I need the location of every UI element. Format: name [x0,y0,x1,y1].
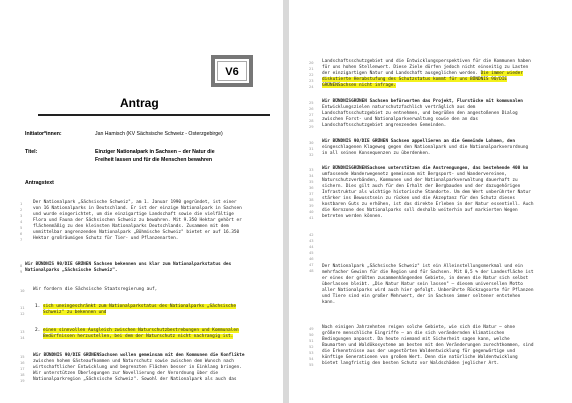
line-number: 18 [20,372,25,377]
line-number: 53 [309,350,314,355]
line-number: 42 [309,232,314,237]
paragraph-bekennen: Wir BÜNDNIS 90/DIE GRÜNEN Sachsen bekennen uns klar zum Nationalparkstatus des Nationalparks „Sächsische Schweiz". [25,262,232,273]
paragraph-landschaftsschutz: Landschaftsschutzgebiet und die Entwicklungsperspektiven für die Kommunen haben für uns hohen Stellenwert. Diese Ziele dürfen jedoch nicht einseitig zu Lasten der einzigartigen Natur und Landschaft ausgeglichen werden. Die immer wieder diskutierte Herabstufung des Schutzstatus kommt für uns BÜNDNIS 90/DIE GRÜNENSachsen nicht infrage. [322,59,531,88]
line-number: 52 [309,344,314,349]
line-number: 15 [20,354,25,359]
line-number: 27 [309,112,314,117]
line-number: 3 [20,213,23,218]
line-number: 14 [20,335,25,340]
line-number: 24 [309,84,314,89]
initiator-label: Initiator*innen: [25,131,62,137]
titel-line-2: Freiheit lassen und für die Menschen bewahren [95,157,213,163]
line-number: 6 [20,231,23,236]
line-number: 35 [309,179,314,184]
document-id-badge [211,55,253,87]
paragraph-lohmen: Wir BÜNDNIS 90/DIE GRÜNEN Sachsen appellieren an die Gemeinde Lohmen, den eingeschlagenen Klageweg gegen den Nationalpark und die Nationalparkverordnung in all seinen Konsequenzen zu überdenken. [322,139,529,156]
list-item-2: einen sinnvollen Ausgleich zwischen Naturschutzbestrebungen und Kommunalen Bedürfnissen herzustellen, bei dem der Naturschutz nicht nachrangig ist. [43,328,239,339]
line-number: 12 [20,311,25,316]
section-heading: Antragstext [25,180,54,186]
line-number: 21 [309,66,314,71]
line-number: 49 [309,326,314,331]
line-number: 54 [309,356,314,361]
line-number: 33 [309,167,314,172]
line-number: 10 [20,288,25,293]
document-title: Antrag [120,96,159,110]
line-number: 43 [309,238,314,243]
line-number: 19 [20,378,25,383]
line-number: 41 [309,215,314,220]
paragraph-wanderwege: Wir BÜNDNISGRÜNENSachsen unterstützen die Anstrengungen, das bestehende 400 km umfassende Wanderwegenetz gemeinsam mit Bergsport- und Wandervereinen, Naturschutzverbänden, Kommunen und der Nationalparkverwaltung dauerhaft zu sichern. Dies gilt auch für den Erhalt der Bergbauden und der dazugehörigen Infrastruktur als wichtige historische Standorte. Um dem Wert unberührter Natur stärker ins Bewusstsein zu rücken und die Akzeptanz für den Schutz dieses kostbaren Guts zu erhöhen, ist das direkte Erleben in der Natur essentiell. Auch die Kernzone des Nationalparks soll deshalb weiterhin auf markierten Wegen betreten werden können. [322,166,534,219]
line-number: 34 [309,173,314,178]
paragraph-kommunen: Wir BÜNDNIS 90/DIE GRÜNENSachsen wollen gemeinsam mit den Kommunen die Konflikte zwischen hohem Gästeaufkommen und Naturschutz sowie zwischen dem Wunsch nach wirtschaftlicher Entwicklung und begrenzten Flächen besser in Einklang bringen. Wir unterstützen Überlegungen zur Novellierung der Verordnung über die Nationalparkregion „Sächsische Schweiz". Sowohl der Nationalpark als auch das [33,353,245,382]
paragraph-alleinstellung: Der Nationalpark „Sächsische Schweiz" ist ein Alleinstellungsmerkmal und ein mehrfacher Gewinn für die Region und für Sachsen. Mit 0,5 % der Landesfläche ist er eines der größten zusammenhängenden Gebiete, in denen die Natur sich selbst überlassen bleibt. „Die Natur Natur sein lassen" – diesem universellen Motto aller Nationalparks wird auch hier gefolgt. Unberührte Rückzugsorte für Pflanzen und Tiere sind ein großer Mehrwert, der in Sachsen immer seltener entstehen kann. [322,264,534,305]
line-number: 29 [309,124,314,129]
line-number: 8 [20,263,23,268]
line-number: 2 [20,207,23,212]
line-number: 5 [20,225,23,230]
paragraph-flurstuecke: Wir BÜNDNISGRÜNEN Sachsen befürworten das Projekt, Flurstücke mit kommunalen Entwicklungszielen naturschutzfachlich verträglich aus dem Landschaftsschutzgebiet zu entnehmen, und begrüßen den angestoßenen Dialog zwischen Forst- und Nationalparkverwaltung sowie den an das Landschaftsschutzgebiet angrenzenden Gemeinden. [322,99,523,128]
line-number: 13 [20,329,25,334]
line-number: 7 [20,237,23,242]
paragraph-waldentwicklung: Nach einigen Jahrzehnten reigen solche Gebiete, wie sich die Natur – ohne größere menschliche Eingriffe – an die sich verändernden klimatischen Bedingungen anpasst. Da heute niemand mit Sicherheit sagen kann, welche Baumarten und Waldökosysteme am besten mit den Veränderungen zurechtkommen, sind die Erkenntnisse aus der ungestörten Waldentwicklung für gegenwärtige und künftige Generationen von großem Wert. Denn die natürliche Waldentwicklung bietet langfristig den besten Schutz vor Waldschäden jeglicher Art. [322,325,534,366]
line-number: 20 [309,60,314,65]
document-page-left [0,0,283,403]
line-number: 11 [20,305,25,310]
line-number: 44 [309,244,314,249]
paragraph-fordern: Wir fordern die Sächsische Staatsregierung auf, [33,287,158,292]
document-id: V6 [217,61,247,81]
line-number: 31 [309,146,314,151]
line-number: 45 [309,250,314,255]
list-item-1: sich uneingeschränkt zum Nationalparkstatus des Nationalparks „Sächsische Schweiz" zu bekennen und [43,304,236,315]
line-number: 30 [309,140,314,145]
document-page-right [289,0,572,403]
line-number: 36 [309,185,314,190]
line-number: 1 [20,201,23,206]
list-item-number: 2. [35,328,41,333]
titel-line-1: Einziger Nationalpark in Sachsen – der Natur die [95,149,215,155]
initiator-value: Jan Hamisch (KV Sächsische Schweiz - Osterzgebirge) [95,131,223,137]
titel-label: Titel: [25,149,38,155]
line-number: 16 [20,360,25,365]
line-number: 38 [309,197,314,202]
line-number: 22 [309,72,314,77]
line-number: 9 [20,269,23,274]
line-number: 26 [309,106,314,111]
line-number: 4 [20,219,23,224]
line-number: 28 [309,118,314,123]
line-number: 50 [309,332,314,337]
list-item-number: 1. [35,304,41,309]
line-number: 17 [20,366,25,371]
line-number: 48 [309,268,314,273]
line-number: 55 [309,362,314,367]
line-number: 37 [309,191,314,196]
paragraph-intro: Der Nationalpark „Sächsische Schweiz", am 1. Januar 1990 gegründet, ist einer von 16 Nationalparks in Deutschland. Er ist der einzige Nationalpark in Sachsen und wurde eingerichtet, um die einzigartige Landschaft sowie die vielfältige Flora und Fauna der Sächsischen Schweiz zu bewahren. Mit 9.350 Hektar gehört er flächenmäßig zu den kleinsten Nationalparks Deutschlands. Zusammen mit dem unmittelbar angrenzenden Nationalpark „Böhmische Schweiz" bietet er auf 16.350 Hektar großräumigen Schutz für Tier- und Pflanzenarten. [33,200,242,241]
line-number: 32 [309,152,314,157]
line-number: 47 [309,262,314,267]
line-number: 40 [309,209,314,214]
title-divider [38,114,270,116]
line-number: 46 [309,256,314,261]
line-number: 23 [309,78,314,83]
line-number: 51 [309,338,314,343]
line-number: 39 [309,203,314,208]
line-number: 25 [309,100,314,105]
